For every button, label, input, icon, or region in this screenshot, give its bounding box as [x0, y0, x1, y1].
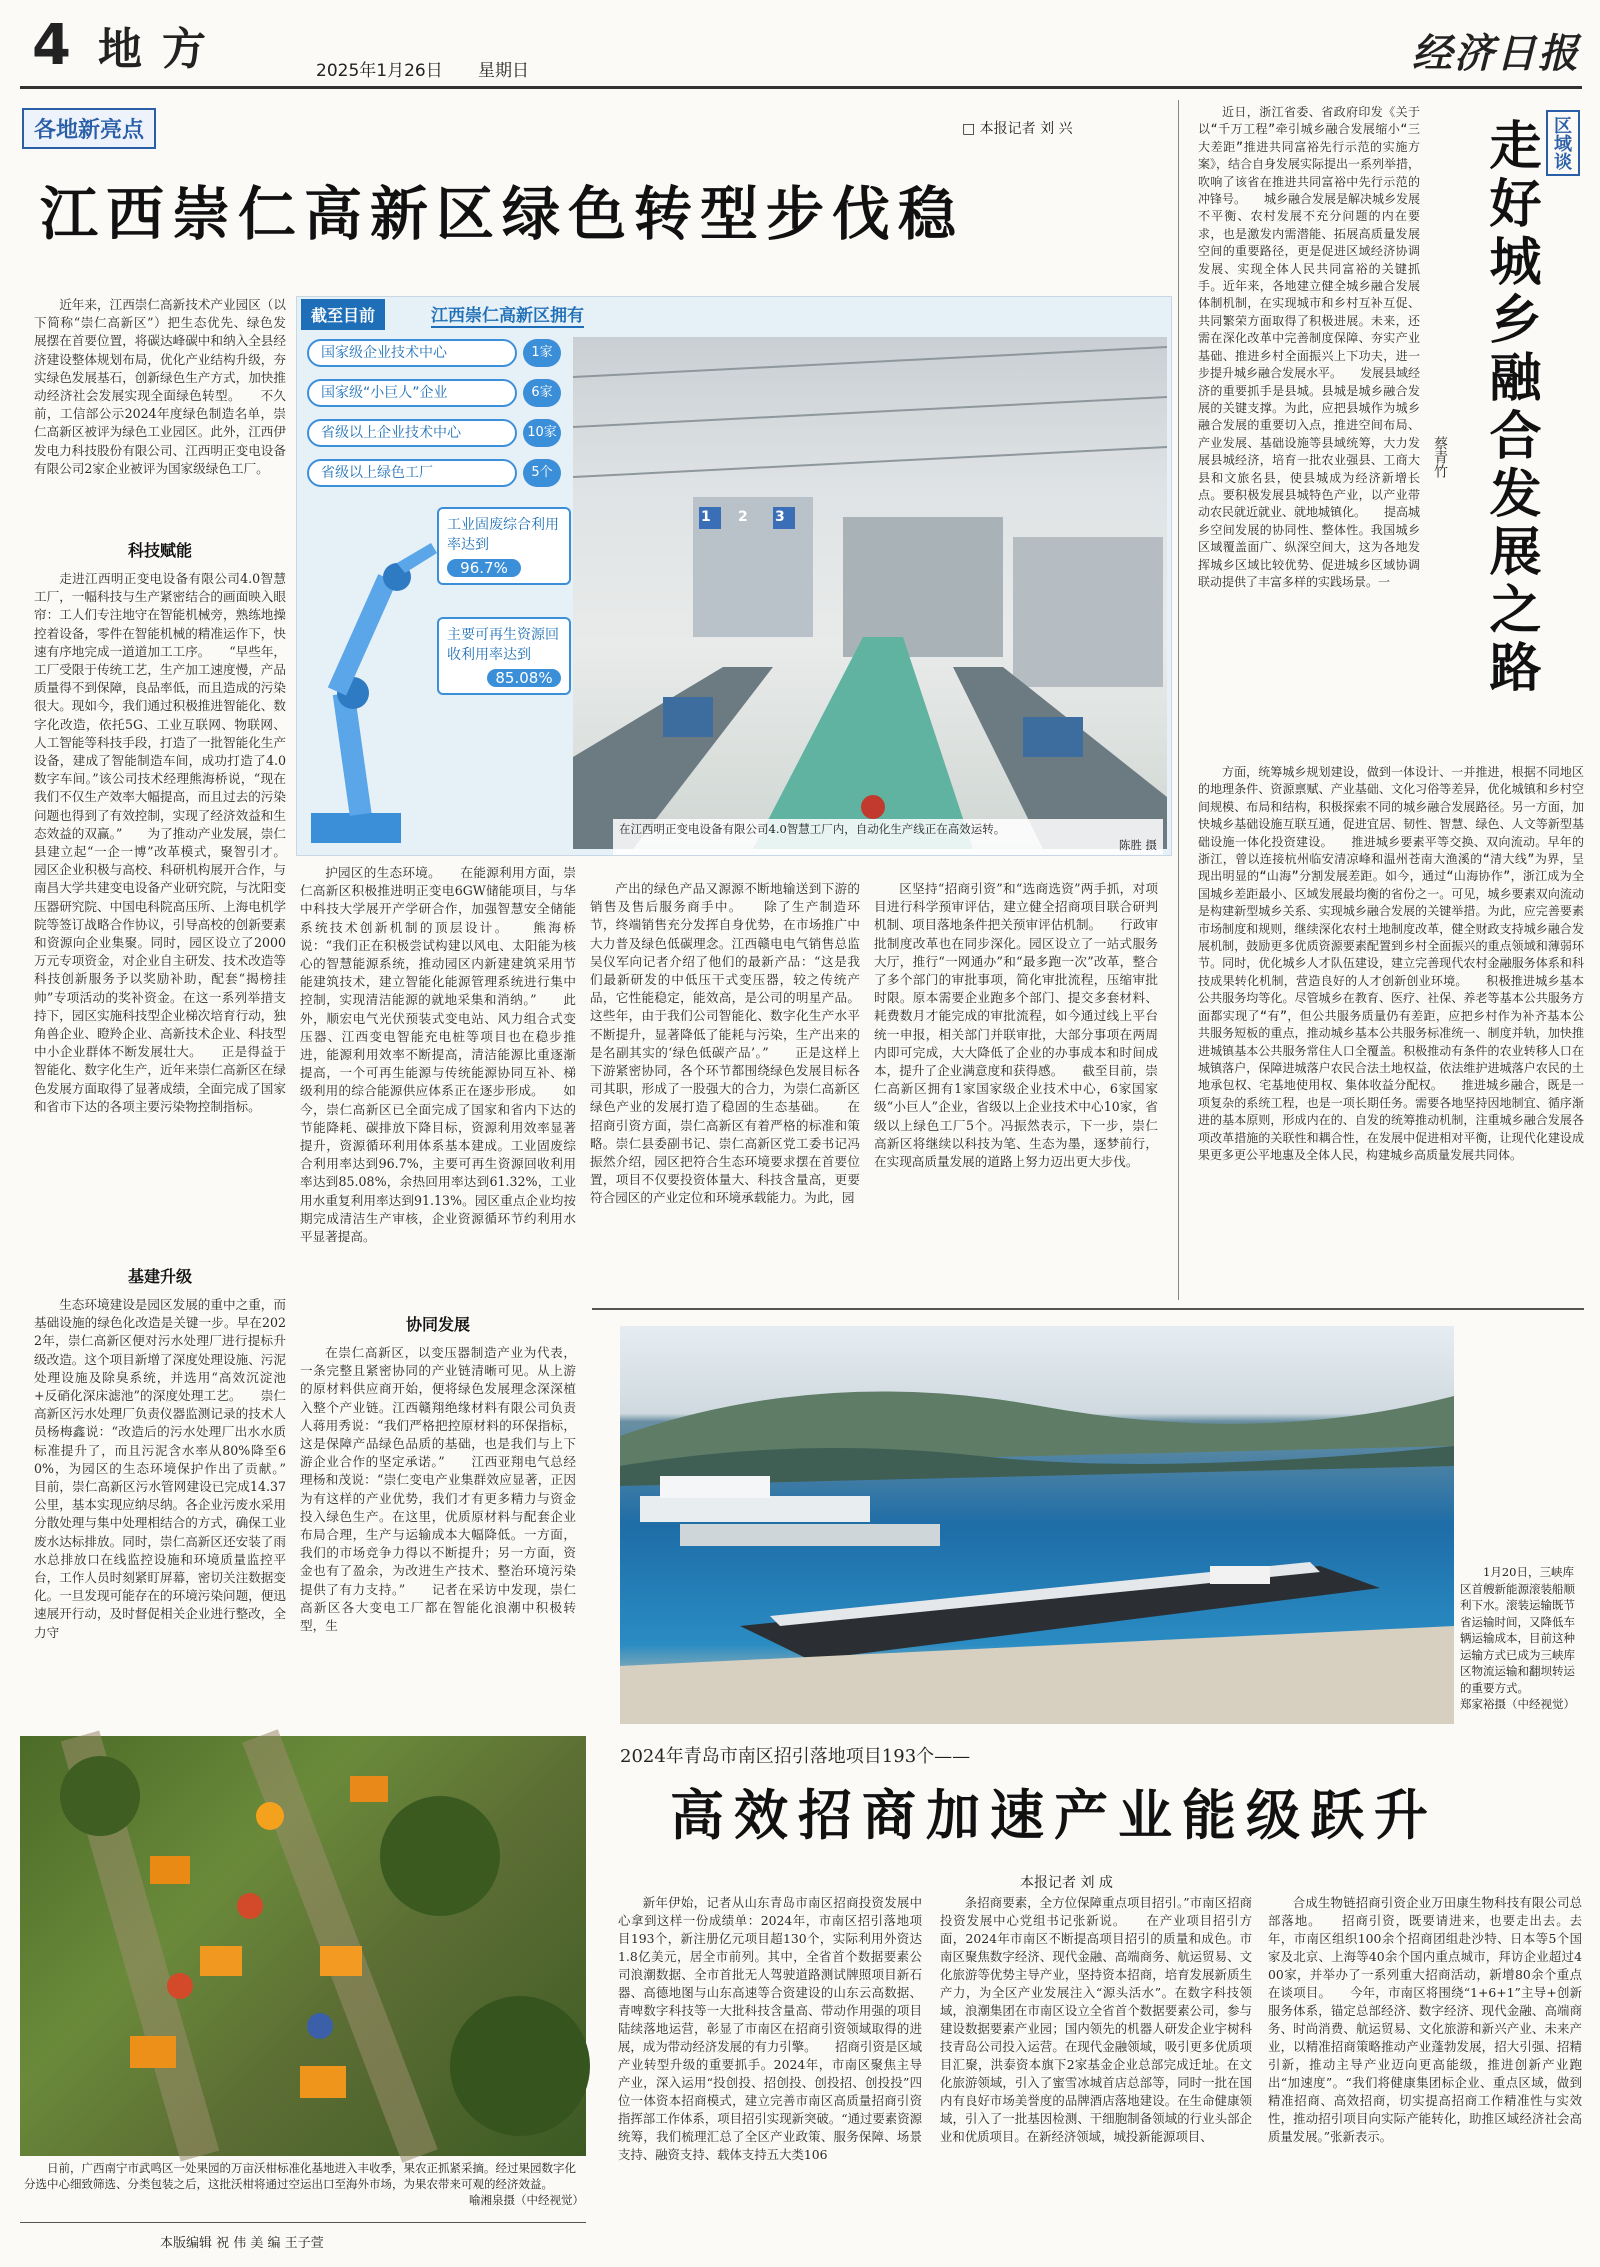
line-number-label: 2 — [738, 509, 748, 525]
solid-waste-value: 96.7% — [447, 559, 521, 577]
second-body-3: 合成生物链招商引资企业万田康生物科技有限公司总部落地。 招商引资，既要请进来，也要走出去。去年，市南区组织100余个招商团组赴沙特、日本等5个国家及北京、上海等40余个国内重点城市，拜访企业超过400家，并举办了一系列重大招商活动，新增80余个重点在谈项目。 今年，市南区将围绕“1+6+1”主导+创新服务体系，锚定总部经济、数字经济、现代金融、高端商务、时尚消费、航运贸易、文化旅游和新兴产业、未来产业，以精准招商策略推动产业蓬勃发展，招大引强、招精引新，推动主导产业迈向更高能级，推进创新产业跑出“加速度”。“我们将健康集团标企业、重点区域，做到精准招商、高效招商，切实提高招商工作精准性与实效性，推动招引项目向实际产能转化，助推区域经济社会高质量发展。”张新表示。 — [1268, 1895, 1582, 2144]
issue-date: 2025年1月26日 — [316, 61, 443, 81]
footer-editors: 本版编辑 祝 伟 美 编 王子萱 — [160, 2236, 324, 2251]
stat-label: 省级以上绿色工厂 — [307, 459, 517, 487]
stat-label: 省级以上企业技术中心 — [307, 419, 517, 447]
region-author: 蔡青竹 — [1432, 436, 1448, 478]
main-body-2: 生态环境建设是园区发展的重中之重，而基础设施的绿色化改造是关键一步。早在2022年，崇仁高新区便对污水处理厂进行提标升级改造。这个项目新增了深度处理设施、污泥处理设施及除臭系统，并选用“高效沉淀池+反硝化深床滤池”的深度处理工艺。 崇仁高新区污水处理厂负责仪器监测记录的技术人员杨梅鑫说：“改造后的污水处理厂出水水质标准提升了，而且污泥含水率从80%降至60%，为园区的生态环境保护作出了贡献。” 目前，崇仁高新区污水管网建设已完成14.37公里，基本实现应纳尽纳。各企业污废水采用分散处理与集中处理相结合的方式，确保工业废水达标排放。同时，崇仁高新区还安装了雨水总排放口在线监控设施和环境质量监控平台，工作人员时刻紧盯屏幕，密切关注数据变化。一旦发现可能存在的环境污染问题，便迅速展开行动，及时督促相关企业进行整改，全力守 — [34, 1297, 312, 1640]
region-tag: 区域谈 — [1546, 110, 1580, 176]
right-column-rule — [1178, 100, 1179, 1300]
photo1-caption-text: 在江西明正变电设备有限公司4.0智慧工厂内，自动化生产线正在高效运转。 — [619, 822, 1006, 836]
main-intro: 近年来，江西崇仁高新技术产业园区（以下简称“崇仁高新区”）把生态优先、绿色发展摆在首要位置，将碳达峰碳中和纳入全县经济建设整体规划布局，优化产业结构升级，夯实绿色发展基石，创新绿色生产方式，加快推动经济社会发展实现全面绿色转型。 不久前，工信部公示2024年度绿色制造名单，崇仁高新区被评为绿色工业园区。此外，江西伊发电力科技股份有限公司、江西明正变电设备有限公司2家企业被评为国家级绿色工厂。 — [34, 297, 286, 476]
mid-rule — [592, 1308, 1584, 1310]
line-number-label: 3 — [775, 509, 785, 525]
solid-waste-label: 工业固废综合利用率达到 — [447, 517, 559, 553]
main-reporter: □ 本报记者 刘 兴 — [962, 121, 1073, 137]
paper-masthead: 经济日报 — [1412, 30, 1580, 77]
photo2-credit: 郑家裕摄（中经视觉） — [1460, 1697, 1575, 1711]
recycle-stat — [437, 617, 571, 695]
photo1-caption — [613, 819, 1163, 855]
second-reporter: 本报记者 刘 成 — [1020, 1875, 1113, 1891]
main-body-3: 护园区的生态环境。 在能源利用方面，崇仁高新区积极推进明正变电6GW储能项目，与华中科技大学展开产学研合作，加强智慧安全储能系统技术创新机制的顶层设计。 熊海桥说：“我们正在积极尝试构建以风电、太阳能为核心的智慧能源系统，推动园区内新建建筑采用节能建筑技术，建立智能化能源管理系统进行集中控制，实现清洁能源的就地采集和消纳。” 此外，顺宏电气光伏预装式变电站、风力组合式变压器、江西变电智能充电桩等项目也在稳步推进，能源利用效率不断提高，清洁能源比重逐渐提高，一个可再生能源与传统能源协同互补、梯级利用的综合能源供应体系正在逐步形成。 如今，崇仁高新区已全面完成了国家和省内下达的节能降耗、碳排放下降目标，资源利用效率显著提升，资源循环利用体系基本建成。工业固废综合利用率达到96.7%，主要可再生资源回收利用率达到85.08%，余热回用率达到61.32%，工业用水重复利用率达到91.13%。园区重点企业均按期完成清洁生产审核，企业资源循环节约利用水平显著提高。 — [300, 865, 576, 1245]
stat-value: 5个 — [523, 459, 561, 487]
photo3-credit: 喻湘泉摄（中经视觉） — [469, 2193, 584, 2207]
stat-row — [307, 413, 571, 453]
stat-value: 1家 — [523, 339, 561, 367]
page-number: 4 — [32, 13, 71, 78]
main-body-4: 在崇仁高新区，以变压器制造产业为代表，一条完整且紧密协同的产业链清晰可见。从上游的原材料供应商开始，便将绿色发展理念深深植入整个产业链。江西赣翔绝缘材料有限公司负责人蒋用秀说：“我们严格把控原材料的环保指标，这是保障产品绿色品质的基础，也是我们与上下游企业合作的坚定承诺。” 江西亚翔电气总经理杨和茂说：“崇仁变电产业集群效应显著，正因为有这样的产业优势，我们才有更多精力与资金投入绿色生产。在这里，优质原材料与配套企业布局合理，生产与运输成本大幅降低。一方面，我们的市场竞争力得以不断提升；另一方面，资金也有了盈余，为改进生产技术、整治环境污染提供了有力支持。” 记者在采访中发现，崇仁高新区各大变电工厂都在智能化浪潮中积极转型，生 — [300, 1345, 576, 1634]
robot-arm-illustration — [301, 493, 441, 853]
main-headline: 江西崇仁高新区绿色转型步伐稳 — [40, 180, 965, 248]
photo2-caption — [1460, 1564, 1582, 1713]
subhead-tech: 科技赋能 — [127, 541, 192, 560]
stat-value: 10家 — [523, 419, 561, 447]
footer-rule — [20, 2222, 586, 2223]
column-tag: 各地新亮点 — [22, 108, 156, 149]
factory-photo — [573, 337, 1167, 852]
photo2-caption-text: 1月20日，三峡库区首艘新能源滚装船顺利下水。滚装运输既节省运输时间，又降低车辆运输成本，目前这种运输方式已成为三峡库区物流运输和翻坝转运的重要方式。 — [1460, 1565, 1575, 1695]
main-body-1: 走进江西明正变电设备有限公司4.0智慧工厂，一幅科技与生产紧密结合的画面映入眼帘：工人们专注地守在智能机械旁，熟练地操控着设备，零件在智能机械的精准运作下，快速有序地完成一道道加工工序。 “早些年，工厂受限于传统工艺，生产加工速度慢，产品质量得不到保障，良品率低，而且造成的污染很大。现如今，我们通过积极推进智能化、数字化改造，依托5G、工业互联网、物联网、人工智能等科技手段，打造了一批智能化生产设备，建成了智能制造车间，成功打造了4.0数字车间。”该公司技术经理熊海桥说，“现在我们不仅生产效率大幅提高，而且过去的污染问题也得到了有效控制，实现了经济效益和生态效益的双赢。” 为了推动产业发展，崇仁县建立起“一企一博”改革模式，聚智引才。园区企业积极与高校、科研机构展开合作，与南昌大学共建变电设备产业研究院，与沈阳变压器研究院、中国电科院高压所、上海电机学院等签订战略合作协议，引导高校的创新要素和资源向企业集聚。同时，园区设立了2000万元专项资金，对企业自主研发、技术改造等科技创新服务予以奖励补助，配套“揭榜挂帅”专项活动的奖补资金。在这一系列举措支持下，园区实施科技型企业梯次培育行动，独角兽企业、瞪羚企业、高新技术企业、科技型中小企业群体不断发展壮大。 正是得益于智能化、数字化生产，近年来崇仁高新区在绿色发展方面取得了显著成绩，全面完成了国家和省市下达的各项主要污染物控制指标。 — [34, 571, 287, 1114]
region-headline: 走好城乡融合发展之路 — [1480, 118, 1540, 698]
factory-scene-graphic — [573, 337, 1167, 849]
second-kicker: 2024年青岛市南区招引落地项目193个—— — [620, 1746, 971, 1767]
orchard-photo — [20, 1736, 586, 2156]
stat-label: 国家级“小巨人”企业 — [307, 379, 517, 407]
stat-row — [307, 373, 571, 413]
recycle-label: 主要可再生资源回收利用率达到 — [447, 627, 559, 663]
section-title: 地方 — [98, 24, 226, 75]
subhead-infra: 基建升级 — [127, 1267, 192, 1286]
main-body-6: 区坚持“招商引资”和“选商选资”两手抓，对项目进行科学预审评估，建立健全招商项目联合研判机制、项目落地条件把关预审评估机制。 行政审批制度改革也在同步深化。园区设立了一站式服务大厅，推行“一网通办”和“最多跑一次”改革，整合了多个部门的审批事项，简化审批流程，压缩审批时限。原本需要企业跑多个部门、提交多套材料、耗费数月才能完成的审批流程，如今通过线上平台统一申报，相关部门并联审批，大部分事项在两周内即可完成，大大降低了企业的办事成本和时间成本，提升了企业满意度和获得感。 截至目前，崇仁高新区拥有1家国家级企业技术中心，6家国家级“小巨人”企业，省级以上企业技术中心10家，省级以上绿色工厂5个。冯振然表示，下一步，崇仁高新区将继续以科技为笔、生态为墨，逐梦前行，在实现高质量发展的道路上努力迈出更大步伐。 — [874, 881, 1158, 1170]
recycle-value: 85.08% — [487, 669, 561, 687]
ship-scene-graphic — [620, 1326, 1454, 1724]
second-headline: 高效招商加速产业能级跃升 — [670, 1783, 1438, 1847]
header-rule — [20, 86, 1582, 89]
issue-weekday: 星期日 — [478, 61, 529, 81]
subhead-collab: 协同发展 — [405, 1315, 470, 1334]
stat-row — [307, 333, 571, 373]
region-body-a: 近日，浙江省委、省政府印发《关于以“千万工程”牵引城乡融合发展缩小“三大差距”推进共同富裕先行示范的实施方案》，结合自身发展实际提出一系列举措，吹响了该省在推进共同富裕中先行示范的冲锋号。 城乡融合发展是解决城乡发展不平衡、农村发展不充分问题的内在要求，也是激发内需潜能、拓展高质量发展空间的重要路径，更是促进区域经济协调发展、实现全体人民共同富裕的关键抓手。近年来，各地建立健全城乡融合发展体制机制，在实现城市和乡村互补互促、共同繁荣方面取得了积极进展。未来，还需在深化改革中完善制度保障、夯实产业基础、推进乡村全面振兴上下功夫，进一步提升城乡融合发展水平。 发展县域经济的重要抓手是县城。县城是城乡融合发展的关键支撑。为此，应把县城作为城乡融合发展的重要切入点，推进空间布局、产业发展、基础设施等县域统筹，大力发展县城经济，培育一批农业强县、工商大县和文旅名县，使县城成为经济新增长点。要积极发展县城特色产业，以产业带动农民就近就业、就地城镇化。 提高城乡空间发展的协同性、整体性。我国城乡区域覆盖面广、纵深空间大，这为各地发挥城乡区域比较优势、促进城乡区域协调联动提供了丰富多样的实践场景。一 — [1198, 105, 1421, 589]
photo3-caption — [24, 2160, 584, 2208]
photo1-credit: 陈胜 摄 — [1118, 838, 1157, 852]
stat-row — [307, 453, 571, 493]
stats-list — [307, 333, 571, 493]
second-body-2: 条招商要素，全方位保障重点项目招引。”市南区招商投资发展中心党组书记张新说。 在产业项目招引方面，2024年市南区不断提高项目招引的质量和成色。市南区聚焦数字经济、现代金融、高端商务、航运贸易、文化旅游等优势主导产业，坚持资本招商，培育发展新质生产力，为全区产业发展注入“源头活水”。在数字科技领域，浪潮集团在市南区设立全省首个数据要素公司，参与建设数据要素产业园；国内领先的机器人研发企业宇树科技青岛公司投入运营。在现代金融领域，吸引更多优质项目汇聚，洪泰资本旗下2家基金企业总部完成迁址。在文化旅游领域，引入了蜜雪冰城首店总部等，同时一批在国内有良好市场美誉度的品牌酒店落地建设。在生命健康领域，引入了一批基因检测、干细胞制备领域的行业头部企业和优质项目。在新经济领域，城投新能源项目、 — [940, 1895, 1252, 2144]
infographic-block — [296, 296, 1172, 856]
photo3-caption-text: 日前，广西南宁市武鸣区一处果园的万亩沃柑标准化基地进入丰收季，果农正抓紧采摘。经过果园数字化分选中心细致筛选、分类包装之后，这批沃柑将通过空运出口至海外市场，为果农带来可观的经济效益。 — [24, 2161, 576, 2191]
infographic-heading: 截至目前 — [301, 299, 385, 330]
solid-waste-stat — [437, 507, 571, 585]
stat-value: 6家 — [523, 379, 561, 407]
second-body-1: 新年伊始，记者从山东青岛市南区招商投资发展中心拿到这样一份成绩单：2024年，市南区招引落地项目193个，新注册亿元项目超130个，实际利用外资达1.8亿美元，居全市前列。其中，全省首个数据要素公司浪潮数据、全市首批无人驾驶道路测试牌照项目新石器、高德地图与山东高速等合资建设的山东云高数据、青啤数字科技等一大批科技含量高、带动作用强的项目陆续落地运营，彰显了市南区在招商引资领域取得的进展，成为带动经济发展的有力引擎。 招商引资是区域产业转型升级的重要抓手。2024年，市南区聚焦主导产业，深入运用“投创投、招创投、创投招、创投投”四位一体资本招商模式，建立完善市南区高质量招商引资指挥部工作体系，项目招引实现新突破。“通过要素资源统筹，我们梳理汇总了全区产业政策、服务保障、场景支持、融资支持、载体支持五大类106 — [618, 1895, 922, 2162]
infographic-park-label: 江西崇仁高新区拥有 — [431, 301, 584, 328]
ship-photo — [620, 1326, 1454, 1724]
line-number-label: 1 — [701, 509, 711, 525]
stat-label: 国家级企业技术中心 — [307, 339, 517, 367]
region-body-b: 方面，统筹城乡规划建设，做到一体设计、一并推进，根据不同地区的地理条件、资源禀赋、产业基础、文化习俗等差异，优化城镇和乡村空间规模、布局和结构，积极探索不同的城乡融合发展路径。另一方面，加快城乡基础设施互联互通，促进宜居、韧性、智慧、绿色、人文等新型基础设施一体化投资建设。 推进城乡要素平等交换、双向流动。早年的浙江，曾以连接杭州临安清凉峰和温州苍南大渔溪的“清大线”为界，呈现出明显的“山海”分割发展差距。如今，通过“山海协作”，浙江成为全国城乡差距最小、区域发展最均衡的省份之一。可见，城乡要素双向流动是构建新型城乡关系、实现城乡融合发展的关键举措。为此，应完善要素市场制度和规则，继续深化农村土地制度改革，健全财政支持城乡融合发展机制，鼓励更多优质资源要素配置到乡村全面振兴的重点领域和薄弱环节。同时，优化城乡人才队伍建设，建立完善现代农村金融服务体系和科技成果转化机制，营造良好的人才创新创业环境。 积极推进城乡基本公共服务均等化。尽管城乡在教育、医疗、社保、养老等基本公共服务方面都实现了“有”，但公共服务质量仍有差距，应把乡村作为补齐基本公共服务短板的重点，推动城乡基本公共服务标准统一、制度并轨，加快推进城镇基本公共服务常住人口全覆盖。积极推动有条件的农业转移人口在城镇落户，保障进城落户农民合法土地权益，依法维护进城落户农民的土地承包权、宅基地使用权、集体收益分配权。 推进城乡融合，既是一项复杂的系统工程，也是一项长期任务。需要各地坚持因地制宜、循序渐进的基本原则，形成内在的、自发的统筹推动机制，注重城乡融合发展各项改革措施的关联性和耦合性，在发展中促进相对平衡，让现代化建设成果更多更公平地惠及全体人民，构建城乡高质量发展共同体。 — [1198, 765, 1584, 1162]
orchard-scene-graphic — [20, 1736, 586, 2156]
main-body-5: 产出的绿色产品又源源不断地输送到下游的销售及售后服务商手中。 除了生产制造环节，终端销售充分发挥自身优势，在市场推广中大力普及绿色低碳理念。江西赣电电气销售总监吴仪军向记者介绍了他们的最新产品：“这是我们最新研发的中低压干式变压器，较之传统产品，它性能稳定，能效高，是公司的明星产品。这些年，由于我们公司智能化、数字化生产水平不断提升，显著降低了能耗与污染，生产出来的是名副其实的‘绿色低碳产品’。” 正是这样上下游紧密协同，各个环节都围绕绿色发展目标各司其职，形成了一股强大的合力，为崇仁高新区绿色产业的发展打造了稳固的生态基础。 在招商引资方面，崇仁高新区有着严格的标准和策略。崇仁县委副书记、崇仁高新区党工委书记冯振然介绍，园区把符合生态环境要求摆在首要位置，项目不仅要投资体量大、科技含量高，更要符合园区的产业定位和环境承载能力。为此，园 — [590, 881, 860, 1206]
